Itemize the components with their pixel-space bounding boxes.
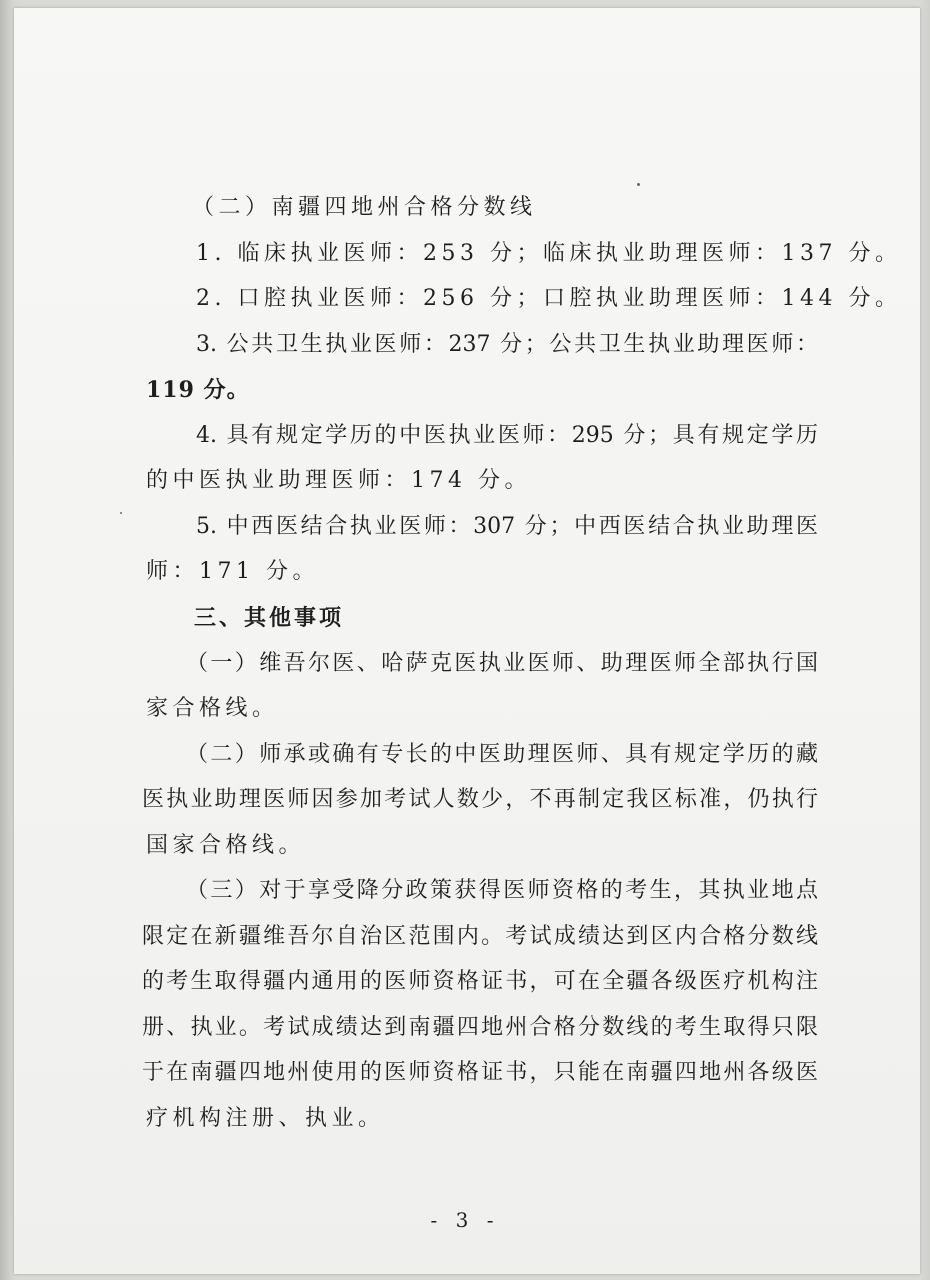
list-item-4-line2: 的中医执业助理医师：174 分。 <box>146 468 531 493</box>
paragraph-3-line6: 疗机构注册、执业。 <box>146 1106 385 1131</box>
paragraph-2-line2: 医执业助理医师因参加考试人数少，不再制定我区标准，仍执行 <box>142 787 818 812</box>
list-item-4-line1: 4. 具有规定学历的中医执业医师：295 分；具有规定学历 <box>196 423 818 448</box>
scan-right-edge <box>920 0 930 1280</box>
list-item-5-line1: 5. 中西医结合执业医师：307 分；中西医结合执业助理医 <box>196 514 818 539</box>
paragraph-3-line1: （三）对于享受降分政策获得医师资格的考生，其执业地点 <box>186 878 818 903</box>
list-item-3-line2: 119 分。 <box>146 377 250 403</box>
paragraph-2-line3: 国家合格线。 <box>146 833 306 858</box>
subsection-heading: （二）南疆四地州合格分数线 <box>192 195 537 220</box>
paragraph-3-line3: 的考生取得疆内通用的医师资格证书，可在全疆各级医疗机构注 <box>142 969 818 994</box>
paragraph-3-line2: 限定在新疆维吾尔自治区范围内。考试成绩达到区内合格分数线 <box>142 924 818 949</box>
paragraph-1-line2: 家合格线。 <box>146 696 279 721</box>
scan-speck <box>120 512 122 514</box>
paragraph-3-line5: 于在南疆四地州使用的医师资格证书，只能在南疆四地州各级医 <box>142 1060 818 1085</box>
paragraph-1-line1: （一）维吾尔医、哈萨克医执业医师、助理医师全部执行国 <box>186 651 818 676</box>
scan-speck <box>637 183 640 186</box>
list-item-1: 1. 临床执业医师：253 分；临床执业助理医师：137 分。 <box>196 241 902 266</box>
paragraph-2-line1: （二）师承或确有专长的中医助理医师、具有规定学历的藏 <box>186 742 818 767</box>
list-item-5-line2: 师：171 分。 <box>146 559 319 584</box>
list-item-3-line1: 3. 公共卫生执业医师：237 分；公共卫生执业助理医师： <box>196 332 818 357</box>
page-number: - 3 - <box>430 1208 500 1232</box>
paragraph-3-line4: 册、执业。考试成绩达到南疆四地州合格分数线的考生取得只限 <box>142 1015 818 1040</box>
section-heading: 三、其他事项 <box>194 605 345 631</box>
list-item-2: 2. 口腔执业医师：256 分；口腔执业助理医师：144 分。 <box>196 286 902 311</box>
